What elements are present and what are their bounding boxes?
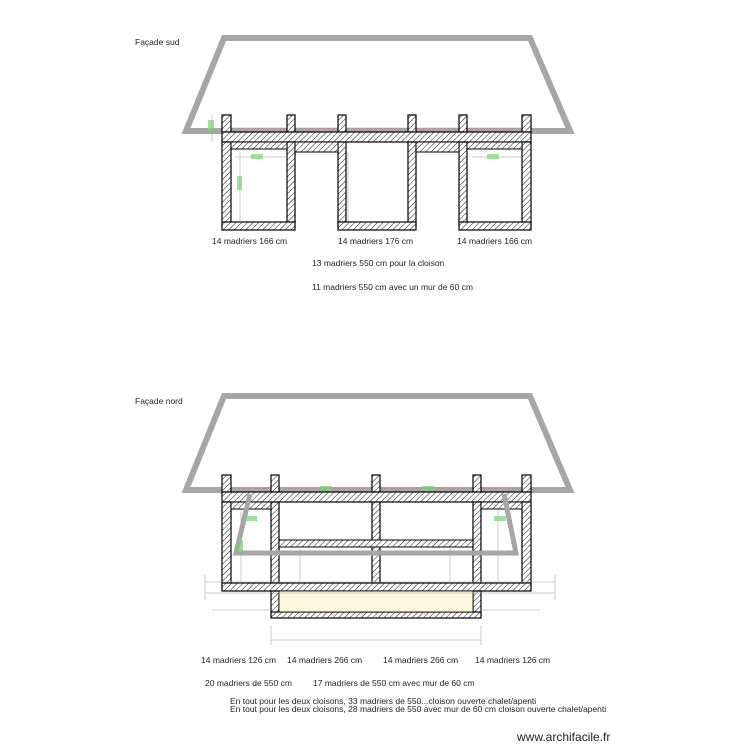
south-top-beam	[222, 132, 531, 142]
north-label-4: 14 madriers 126 cm	[475, 655, 551, 665]
south-title: Façade sud	[135, 37, 180, 47]
south-note-cloison: 13 madriers 550 cm pour la cloison	[312, 258, 445, 268]
south-label-left: 14 madriers 166 cm	[212, 236, 288, 246]
south-label-right: 14 madriers 166 cm	[457, 236, 533, 246]
north-label-2: 14 madriers 266 cm	[287, 655, 363, 665]
south-note-mur: 11 madriers 550 cm avec un mur de 60 cm	[312, 282, 473, 292]
north-lean-to-fill	[279, 591, 473, 612]
south-elevation	[186, 38, 570, 230]
north-elevation	[186, 396, 570, 645]
north-total-1: En tout pour les deux cloisons, 33 madriers de 550...cloison ouverte chalet/apenti	[230, 696, 537, 706]
south-roof	[186, 38, 570, 131]
south-label-centre: 14 madriers 176 cm	[338, 236, 414, 246]
north-note-mur: 17 madriers de 550 cm avec mur de 60 cm	[313, 678, 475, 688]
north-label-1: 14 madriers 126 cm	[201, 655, 277, 665]
north-note-madriers: 20 madriers de 550 cm	[205, 678, 292, 688]
north-title: Façade nord	[135, 396, 183, 406]
north-label-3: 14 madriers 266 cm	[383, 655, 459, 665]
brand-watermark: www.archifacile.fr	[517, 730, 611, 744]
north-total-2: En tout pour les deux cloisons, 28 madriers de 550 avec mur de 60 cm cloison ouverte chalet/apenti	[230, 704, 607, 714]
